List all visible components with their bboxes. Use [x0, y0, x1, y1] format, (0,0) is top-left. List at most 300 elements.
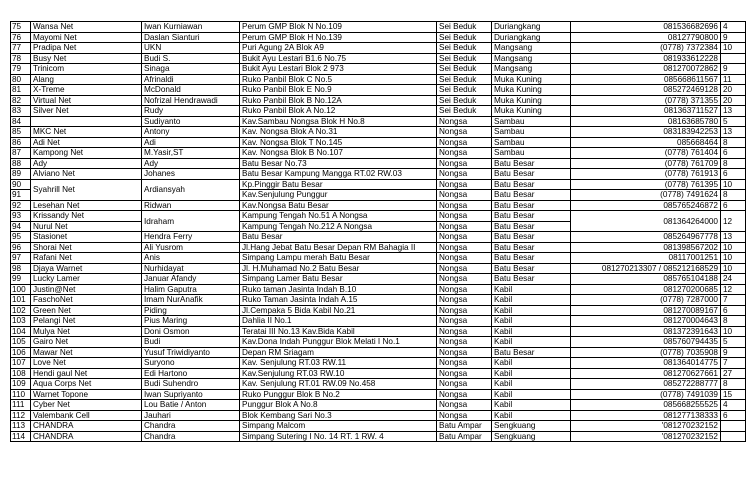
row-number-cell: 97	[11, 253, 31, 264]
kelurahan-cell: Sambau	[492, 148, 571, 159]
kecamatan-cell: Nongsa	[437, 368, 492, 379]
row-number-cell: 86	[11, 137, 31, 148]
kelurahan-cell: Mangsang	[492, 43, 571, 54]
kecamatan-cell: Nongsa	[437, 410, 492, 421]
pc-count-cell: 24	[721, 274, 746, 285]
kecamatan-cell: Sei Beduk	[437, 85, 492, 96]
table-row	[11, 127, 746, 138]
table-row	[11, 158, 746, 169]
table-row	[11, 263, 746, 274]
owner-name-cell: Doni Osmon	[142, 326, 240, 337]
kecamatan-cell: Sei Beduk	[437, 106, 492, 117]
kelurahan-cell: Muka Kuning	[492, 74, 571, 85]
warnet-name-cell	[31, 116, 142, 127]
address-cell: Ruko Panbil Blok C No.5	[240, 74, 437, 85]
pc-count-cell: 7	[721, 358, 746, 369]
kecamatan-cell: Nongsa	[437, 137, 492, 148]
pc-count-cell: 6	[721, 200, 746, 211]
phone-cell: (0778) 761709	[571, 158, 721, 169]
kelurahan-cell: Batu Besar	[492, 190, 571, 201]
pc-count-cell: 4	[721, 400, 746, 411]
kelurahan-cell: Batu Besar	[492, 253, 571, 264]
row-number-cell: 82	[11, 95, 31, 106]
warnet-name-cell: Djaya Warnet	[31, 263, 142, 274]
owner-name-cell: Budi Suhendro	[142, 379, 240, 390]
row-number-cell: 93	[11, 211, 31, 222]
table-row	[11, 137, 746, 148]
row-number-cell: 84	[11, 116, 31, 127]
kecamatan-cell: Nongsa	[437, 358, 492, 369]
kelurahan-cell: Batu Besar	[492, 347, 571, 358]
warnet-name-cell: Trinicom	[31, 64, 142, 75]
table-row	[11, 400, 746, 411]
table-row	[11, 200, 746, 211]
owner-name-cell: Nofrizal Hendrawadi	[142, 95, 240, 106]
pc-count-cell: 13	[721, 106, 746, 117]
warnet-name-cell: Mulya Net	[31, 326, 142, 337]
warnet-name-cell: Aqua Corps Net	[31, 379, 142, 390]
row-number-cell: 75	[11, 22, 31, 33]
warnet-name-cell: Mayomi Net	[31, 32, 142, 43]
owner-name-cell: Chandra	[142, 421, 240, 432]
owner-name-cell: Pius Maring	[142, 316, 240, 327]
kecamatan-cell: Nongsa	[437, 337, 492, 348]
row-number-cell: 100	[11, 284, 31, 295]
phone-cell: 081364014775	[571, 358, 721, 369]
table-row	[11, 295, 746, 306]
owner-name-cell: Ardiansyah	[142, 179, 240, 200]
kelurahan-cell: Kabil	[492, 379, 571, 390]
kecamatan-cell: Sei Beduk	[437, 95, 492, 106]
table-row	[11, 358, 746, 369]
kecamatan-cell: Nongsa	[437, 148, 492, 159]
warnet-name-cell: Lesehan Net	[31, 200, 142, 211]
address-cell: Ruko Panbil Blok A No.12	[240, 106, 437, 117]
address-cell: Jl.Cempaka 5 Bida Kabil No.21	[240, 305, 437, 316]
address-cell: Ruko Panbil Blok B No.12A	[240, 95, 437, 106]
table-row	[11, 389, 746, 400]
row-number-cell: 83	[11, 106, 31, 117]
table-row	[11, 116, 746, 127]
table-row	[11, 32, 746, 43]
row-number-cell: 92	[11, 200, 31, 211]
kelurahan-cell: Muka Kuning	[492, 85, 571, 96]
address-cell: Ruko Taman Jasinta Indah A.15	[240, 295, 437, 306]
pc-count-cell: 9	[721, 347, 746, 358]
warnet-name-cell: Warnet Topone	[31, 389, 142, 400]
row-number-cell: 112	[11, 410, 31, 421]
row-number-cell: 107	[11, 358, 31, 369]
address-cell: Simpang Sutering I No. 14 RT. 1 RW. 4	[240, 431, 437, 442]
warnet-name-cell: Hendi gaul Net	[31, 368, 142, 379]
pc-count-cell	[721, 421, 746, 432]
kelurahan-cell: Mangsang	[492, 53, 571, 64]
kelurahan-cell: Kabil	[492, 358, 571, 369]
pc-count-cell: 9	[721, 64, 746, 75]
row-number-cell: 85	[11, 127, 31, 138]
pc-count-cell: 6	[721, 305, 746, 316]
pc-count-cell: 7	[721, 295, 746, 306]
pc-count-cell: 6	[721, 169, 746, 180]
owner-name-cell: Ady	[142, 158, 240, 169]
phone-cell: '081270232152	[571, 421, 721, 432]
warnet-name-cell: Nurul Net	[31, 221, 142, 232]
kelurahan-cell: Sengkuang	[492, 431, 571, 442]
owner-name-cell: Sinaga	[142, 64, 240, 75]
warnet-name-cell: Kampong Net	[31, 148, 142, 159]
row-number-cell: 90	[11, 179, 31, 190]
address-cell: Depan RM Sriagam	[240, 347, 437, 358]
address-cell: Teratai III No.13 Kav.Bida Kabil	[240, 326, 437, 337]
kecamatan-cell: Nongsa	[437, 127, 492, 138]
kelurahan-cell: Kabil	[492, 400, 571, 411]
kecamatan-cell: Nongsa	[437, 242, 492, 253]
owner-name-cell: Idraham	[142, 211, 240, 232]
address-cell: Ruko Panbil Blok E No.9	[240, 85, 437, 96]
kecamatan-cell: Nongsa	[437, 211, 492, 222]
kecamatan-cell: Nongsa	[437, 400, 492, 411]
pc-count-cell: 10	[721, 242, 746, 253]
row-number-cell: 114	[11, 431, 31, 442]
kelurahan-cell: Kabil	[492, 337, 571, 348]
warnet-name-cell: Pelangi Net	[31, 316, 142, 327]
kecamatan-cell: Nongsa	[437, 316, 492, 327]
warnet-name-cell: Stasionet	[31, 232, 142, 243]
phone-cell: 083183942253	[571, 127, 721, 138]
warnet-name-cell: Green Net	[31, 305, 142, 316]
phone-cell: 081933612228	[571, 53, 721, 64]
kecamatan-cell: Nongsa	[437, 200, 492, 211]
kecamatan-cell: Nongsa	[437, 379, 492, 390]
pc-count-cell: 10	[721, 43, 746, 54]
kelurahan-cell: Duriangkang	[492, 22, 571, 33]
address-cell: Jl.Hang Jebat Batu Besar Depan RM Bahagia II	[240, 242, 437, 253]
address-cell: Ruko taman Jasinta Indah B.10	[240, 284, 437, 295]
table-row	[11, 305, 746, 316]
row-number-cell: 81	[11, 85, 31, 96]
pc-count-cell: 10	[721, 179, 746, 190]
table-row	[11, 368, 746, 379]
table-row	[11, 284, 746, 295]
owner-name-cell: Hendra Ferry	[142, 232, 240, 243]
phone-cell: (0778) 371355	[571, 95, 721, 106]
kelurahan-cell: Kabil	[492, 316, 571, 327]
table-row	[11, 43, 746, 54]
warnet-name-cell: Syahrill Net	[31, 179, 142, 200]
table-row	[11, 85, 746, 96]
pc-count-cell: 8	[721, 316, 746, 327]
kecamatan-cell: Nongsa	[437, 179, 492, 190]
owner-name-cell: Daslan Sianturi	[142, 32, 240, 43]
kecamatan-cell: Nongsa	[437, 284, 492, 295]
phone-cell: 081536682696	[571, 22, 721, 33]
kecamatan-cell: Nongsa	[437, 295, 492, 306]
kelurahan-cell: Kabil	[492, 295, 571, 306]
pc-count-cell: 27	[721, 368, 746, 379]
address-cell: Kav.Senjulung RT.03 RW.10	[240, 368, 437, 379]
phone-cell: 081364264000	[571, 211, 721, 232]
table-row	[11, 53, 746, 64]
row-number-cell: 79	[11, 64, 31, 75]
phone-cell: 081363711527	[571, 106, 721, 117]
phone-cell: 081277138333	[571, 410, 721, 421]
table-row	[11, 410, 746, 421]
owner-name-cell: M.Yasir,ST	[142, 148, 240, 159]
pc-count-cell: 12	[721, 211, 746, 232]
phone-cell: 081398567202	[571, 242, 721, 253]
address-cell: Kav. Nongsa Blok B No.107	[240, 148, 437, 159]
row-number-cell: 88	[11, 158, 31, 169]
address-cell: Jl. H.Muhamad No.2 Batu Besar	[240, 263, 437, 274]
owner-name-cell: Ali Yusrom	[142, 242, 240, 253]
address-cell: Kp.Pinggir Batu Besar	[240, 179, 437, 190]
warnet-name-cell: Ady	[31, 158, 142, 169]
address-cell: Kav. Nongsa Blok A No.31	[240, 127, 437, 138]
kelurahan-cell: Kabil	[492, 326, 571, 337]
warnet-name-cell: Wansa Net	[31, 22, 142, 33]
table-row	[11, 74, 746, 85]
row-number-cell: 104	[11, 326, 31, 337]
phone-cell: 081270004643	[571, 316, 721, 327]
warnet-name-cell: Valembank Cell	[31, 410, 142, 421]
owner-name-cell: Afrinaldi	[142, 74, 240, 85]
address-cell: Kav. Nongsa Blok T No.145	[240, 137, 437, 148]
pc-count-cell: 9	[721, 32, 746, 43]
table-row	[11, 274, 746, 285]
phone-cell: (0778) 7372384	[571, 43, 721, 54]
pc-count-cell: 8	[721, 190, 746, 201]
kecamatan-cell: Nongsa	[437, 169, 492, 180]
row-number-cell: 103	[11, 316, 31, 327]
warnet-name-cell: Gairo Net	[31, 337, 142, 348]
kelurahan-cell: Kabil	[492, 389, 571, 400]
kecamatan-cell: Nongsa	[437, 274, 492, 285]
pc-count-cell: 10	[721, 326, 746, 337]
row-number-cell: 113	[11, 421, 31, 432]
row-number-cell: 108	[11, 368, 31, 379]
row-number-cell: 96	[11, 242, 31, 253]
table-row	[11, 337, 746, 348]
row-number-cell: 87	[11, 148, 31, 159]
address-cell: Bukit Ayu Lestari B1.6 No.75	[240, 53, 437, 64]
address-cell: Punggur Blok A No.8	[240, 400, 437, 411]
pc-count-cell	[721, 53, 746, 64]
row-number-cell: 77	[11, 43, 31, 54]
owner-name-cell: Lou Batie / Anton	[142, 400, 240, 411]
warnet-name-cell: Mawar Net	[31, 347, 142, 358]
warnet-name-cell: FaschoNet	[31, 295, 142, 306]
phone-cell: (0778) 761404	[571, 148, 721, 159]
kecamatan-cell: Sei Beduk	[437, 32, 492, 43]
pc-count-cell: 20	[721, 85, 746, 96]
phone-cell: 08127790800	[571, 32, 721, 43]
kelurahan-cell: Batu Besar	[492, 169, 571, 180]
table-row	[11, 64, 746, 75]
kecamatan-cell: Nongsa	[437, 263, 492, 274]
row-number-cell: 106	[11, 347, 31, 358]
phone-cell: (0778) 7491039	[571, 389, 721, 400]
address-cell: Batu Besar Kampung Mangga RT.02 RW.03	[240, 169, 437, 180]
table-row	[11, 326, 746, 337]
pc-count-cell: 5	[721, 116, 746, 127]
phone-cell: 081270089167	[571, 305, 721, 316]
table-row	[11, 232, 746, 243]
owner-name-cell: McDonald	[142, 85, 240, 96]
owner-name-cell: Adi	[142, 137, 240, 148]
address-cell: Ruko Punggur Blok B No.2	[240, 389, 437, 400]
phone-cell: (0778) 7287000	[571, 295, 721, 306]
row-number-cell: 98	[11, 263, 31, 274]
table-row	[11, 95, 746, 106]
owner-name-cell: Nurhidayat	[142, 263, 240, 274]
table-row	[11, 347, 746, 358]
pc-count-cell: 8	[721, 137, 746, 148]
kelurahan-cell: Batu Besar	[492, 200, 571, 211]
pc-count-cell: 13	[721, 232, 746, 243]
warnet-name-cell: Lucky Lamer	[31, 274, 142, 285]
phone-cell: 085668464	[571, 137, 721, 148]
owner-name-cell: Halim Gaputra	[142, 284, 240, 295]
kelurahan-cell: Batu Besar	[492, 211, 571, 222]
warnet-name-cell: Virtual Net	[31, 95, 142, 106]
phone-cell: '081270232152	[571, 431, 721, 442]
address-cell: Batu Besar	[240, 232, 437, 243]
phone-cell: (0778) 761395	[571, 179, 721, 190]
warnet-name-cell: Alang	[31, 74, 142, 85]
owner-name-cell: Budi	[142, 337, 240, 348]
warnet-directory-table	[10, 21, 746, 442]
phone-cell: (0778) 7491624	[571, 190, 721, 201]
warnet-name-cell: Adi Net	[31, 137, 142, 148]
pc-count-cell: 4	[721, 22, 746, 33]
phone-cell: 085272288777	[571, 379, 721, 390]
warnet-name-cell: X-Treme	[31, 85, 142, 96]
address-cell: Kav.Sambau Nongsa Blok H No.8	[240, 116, 437, 127]
owner-name-cell: Januar Afandy	[142, 274, 240, 285]
warnet-name-cell: Cyber Net	[31, 400, 142, 411]
kecamatan-cell: Nongsa	[437, 116, 492, 127]
kecamatan-cell: Nongsa	[437, 253, 492, 264]
kelurahan-cell: Kabil	[492, 305, 571, 316]
table-row	[11, 211, 746, 222]
kecamatan-cell: Sei Beduk	[437, 74, 492, 85]
pc-count-cell: 12	[721, 284, 746, 295]
owner-name-cell: Yusuf Triwidiyanto	[142, 347, 240, 358]
address-cell: Kav.Nongsa Batu Besar	[240, 200, 437, 211]
address-cell: Kav. Senjulung RT.01 RW.09 No.458	[240, 379, 437, 390]
table-row	[11, 253, 746, 264]
kecamatan-cell: Nongsa	[437, 158, 492, 169]
warnet-name-cell: Shorai Net	[31, 242, 142, 253]
phone-cell: 08163685780	[571, 116, 721, 127]
warnet-name-cell: MKC Net	[31, 127, 142, 138]
address-cell: Simpang Lamer Batu Besar	[240, 274, 437, 285]
warnet-name-cell: Busy Net	[31, 53, 142, 64]
phone-cell: 085264967778	[571, 232, 721, 243]
address-cell: Simpang Lampu merah Batu Besar	[240, 253, 437, 264]
row-number-cell: 95	[11, 232, 31, 243]
phone-cell: 081270627661	[571, 368, 721, 379]
phone-cell: 081270072862	[571, 64, 721, 75]
row-number-cell: 110	[11, 389, 31, 400]
kelurahan-cell: Batu Besar	[492, 179, 571, 190]
pc-count-cell	[721, 431, 746, 442]
pc-count-cell: 11	[721, 74, 746, 85]
warnet-name-cell: Alviano Net	[31, 169, 142, 180]
table-row	[11, 379, 746, 390]
owner-name-cell: Edi Hartono	[142, 368, 240, 379]
pc-count-cell: 6	[721, 410, 746, 421]
row-number-cell: 109	[11, 379, 31, 390]
table-row	[11, 22, 746, 33]
pc-count-cell: 8	[721, 158, 746, 169]
kelurahan-cell: Sambau	[492, 116, 571, 127]
kecamatan-cell: Nongsa	[437, 221, 492, 232]
table-row	[11, 179, 746, 190]
address-cell: Kampung Tengah No.212 A Nongsa	[240, 221, 437, 232]
owner-name-cell: Anis	[142, 253, 240, 264]
owner-name-cell: Iwan Supriyanto	[142, 389, 240, 400]
owner-name-cell: Suryono	[142, 358, 240, 369]
address-cell: Kav.Dona Indah Punggur Blok Melati I No.1	[240, 337, 437, 348]
pc-count-cell: 5	[721, 337, 746, 348]
row-number-cell: 111	[11, 400, 31, 411]
warnet-name-cell: Krissandy Net	[31, 211, 142, 222]
kelurahan-cell: Kabil	[492, 284, 571, 295]
pc-count-cell: 10	[721, 263, 746, 274]
kecamatan-cell: Nongsa	[437, 347, 492, 358]
warnet-name-cell: CHANDRA	[31, 421, 142, 432]
owner-name-cell: Antony	[142, 127, 240, 138]
address-cell: Perum GMP Blok H No.139	[240, 32, 437, 43]
warnet-name-cell: Pradipa Net	[31, 43, 142, 54]
table-row	[11, 316, 746, 327]
table-row	[11, 421, 746, 432]
address-cell: Kav.Senjulung Punggur	[240, 190, 437, 201]
kecamatan-cell: Batu Ampar	[437, 431, 492, 442]
kecamatan-cell: Nongsa	[437, 326, 492, 337]
owner-name-cell: Chandra	[142, 431, 240, 442]
owner-name-cell: Iwan Kurniawan	[142, 22, 240, 33]
row-number-cell: 89	[11, 169, 31, 180]
pc-count-cell: 6	[721, 148, 746, 159]
row-number-cell: 105	[11, 337, 31, 348]
kelurahan-cell: Batu Besar	[492, 232, 571, 243]
kelurahan-cell: Batu Besar	[492, 221, 571, 232]
row-number-cell: 78	[11, 53, 31, 64]
owner-name-cell: Rudy	[142, 106, 240, 117]
address-cell: Kav. Senjulung RT.03 RW.11	[240, 358, 437, 369]
kecamatan-cell: Sei Beduk	[437, 43, 492, 54]
phone-cell: 081270213307 / 085212168529	[571, 263, 721, 274]
phone-cell: 085668611567	[571, 74, 721, 85]
kelurahan-cell: Sambau	[492, 127, 571, 138]
kecamatan-cell: Nongsa	[437, 305, 492, 316]
warnet-name-cell: Silver Net	[31, 106, 142, 117]
owner-name-cell: Piding	[142, 305, 240, 316]
table-row	[11, 106, 746, 117]
table-row	[11, 169, 746, 180]
phone-cell: 085765104188	[571, 274, 721, 285]
kelurahan-cell: Duriangkang	[492, 32, 571, 43]
address-cell: Dahlia II No.1	[240, 316, 437, 327]
phone-cell: (0778) 761913	[571, 169, 721, 180]
owner-name-cell: Johanes	[142, 169, 240, 180]
row-number-cell: 101	[11, 295, 31, 306]
kelurahan-cell: Mangsang	[492, 64, 571, 75]
kelurahan-cell: Sengkuang	[492, 421, 571, 432]
kecamatan-cell: Sei Beduk	[437, 64, 492, 75]
